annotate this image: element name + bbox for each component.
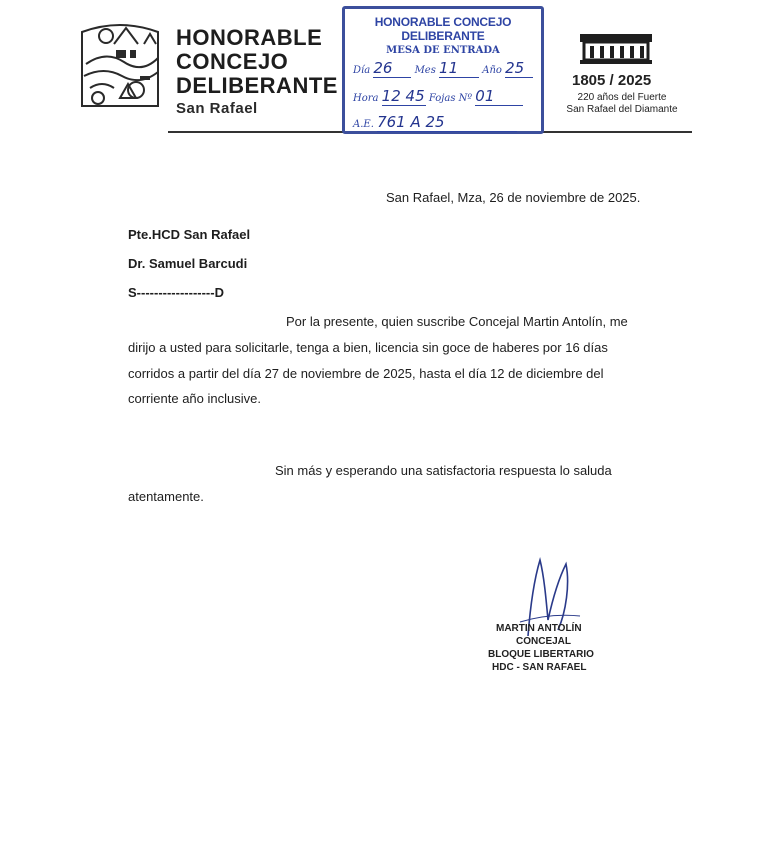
organization-title [176,26,338,98]
stamp-mes-value: 11 [439,59,459,77]
stamp-ae-value: 761 A 25 [377,113,445,131]
stamp-dia-value: 26 [373,59,393,77]
stamp-mes-label: Mes [414,65,436,76]
anniversary-caption [552,92,692,116]
stamp-fojas-value: 01 [475,87,495,105]
signer-bloc: BLOQUE LIBERTARIO [488,649,594,660]
org-line-1: HONORABLE [176,25,323,50]
org-line-2: CONCEJO [176,49,289,74]
recipient-line-1: Pte.HCD San Rafael [128,227,251,242]
stamp-anio-value: 25 [505,59,525,77]
recipient-line-3: S------------------D [128,285,224,300]
signer-role: CONCEJAL [516,636,572,647]
anniversary-years: 1805 / 2025 [572,72,652,89]
paragraph-2-line-1: Sin más y esperando una satisfactoria respuesta lo saluda [275,463,612,478]
place-date: San Rafael, Mza, 26 de noviembre de 2025. [386,190,641,205]
signature-stamp [488,622,594,674]
anniversary-line-2: San Rafael del Diamante [566,104,678,115]
paragraph-1-line-4: corriente año inclusive. [128,391,261,406]
paragraph-1-line-2: dirijo a usted para solicitarle, tenga a bien, licencia sin goce de haberes por 16 días [128,340,608,355]
fort-logo [580,30,652,66]
paragraph-1-line-3: corridos a partir del día 27 de noviembre de 2025, hasta el día 12 de diciembre del [128,366,604,381]
stamp-ae-row [353,113,517,132]
stamp-hora-value: 12 45 [381,87,425,105]
anniversary-line-1: 220 años del Fuerte [577,92,667,103]
stamp-dia-label: Día [353,65,371,76]
stamp-date-row [353,59,533,78]
reception-stamp [342,6,544,134]
stamp-title: HONORABLE CONCEJO DELIBERANTE [374,15,512,43]
stamp-hora-label: Hora [353,93,379,104]
municipal-crest-logo [76,14,164,118]
signer-name: MARTIN ANTOLÍN [496,623,582,634]
stamp-anio-label: Año [482,65,502,76]
signer-body: HDC - SAN RAFAEL [492,662,587,673]
org-city: San Rafael [176,100,258,117]
org-line-3: DELIBERANTE [176,73,338,98]
stamp-fojas-label: Fojas Nº [428,93,473,104]
recipient-line-2: Dr. Samuel Barcudi [128,256,248,271]
paragraph-2-line-2: atentamente. [128,489,204,504]
stamp-subtitle: MESA DE ENTRADA [386,45,500,56]
stamp-ae-label: A.E. [353,119,374,130]
paragraph-1-line-1: Por la presente, quien suscribe Concejal Martin Antolín, me [286,314,628,329]
stamp-time-row [353,87,523,106]
